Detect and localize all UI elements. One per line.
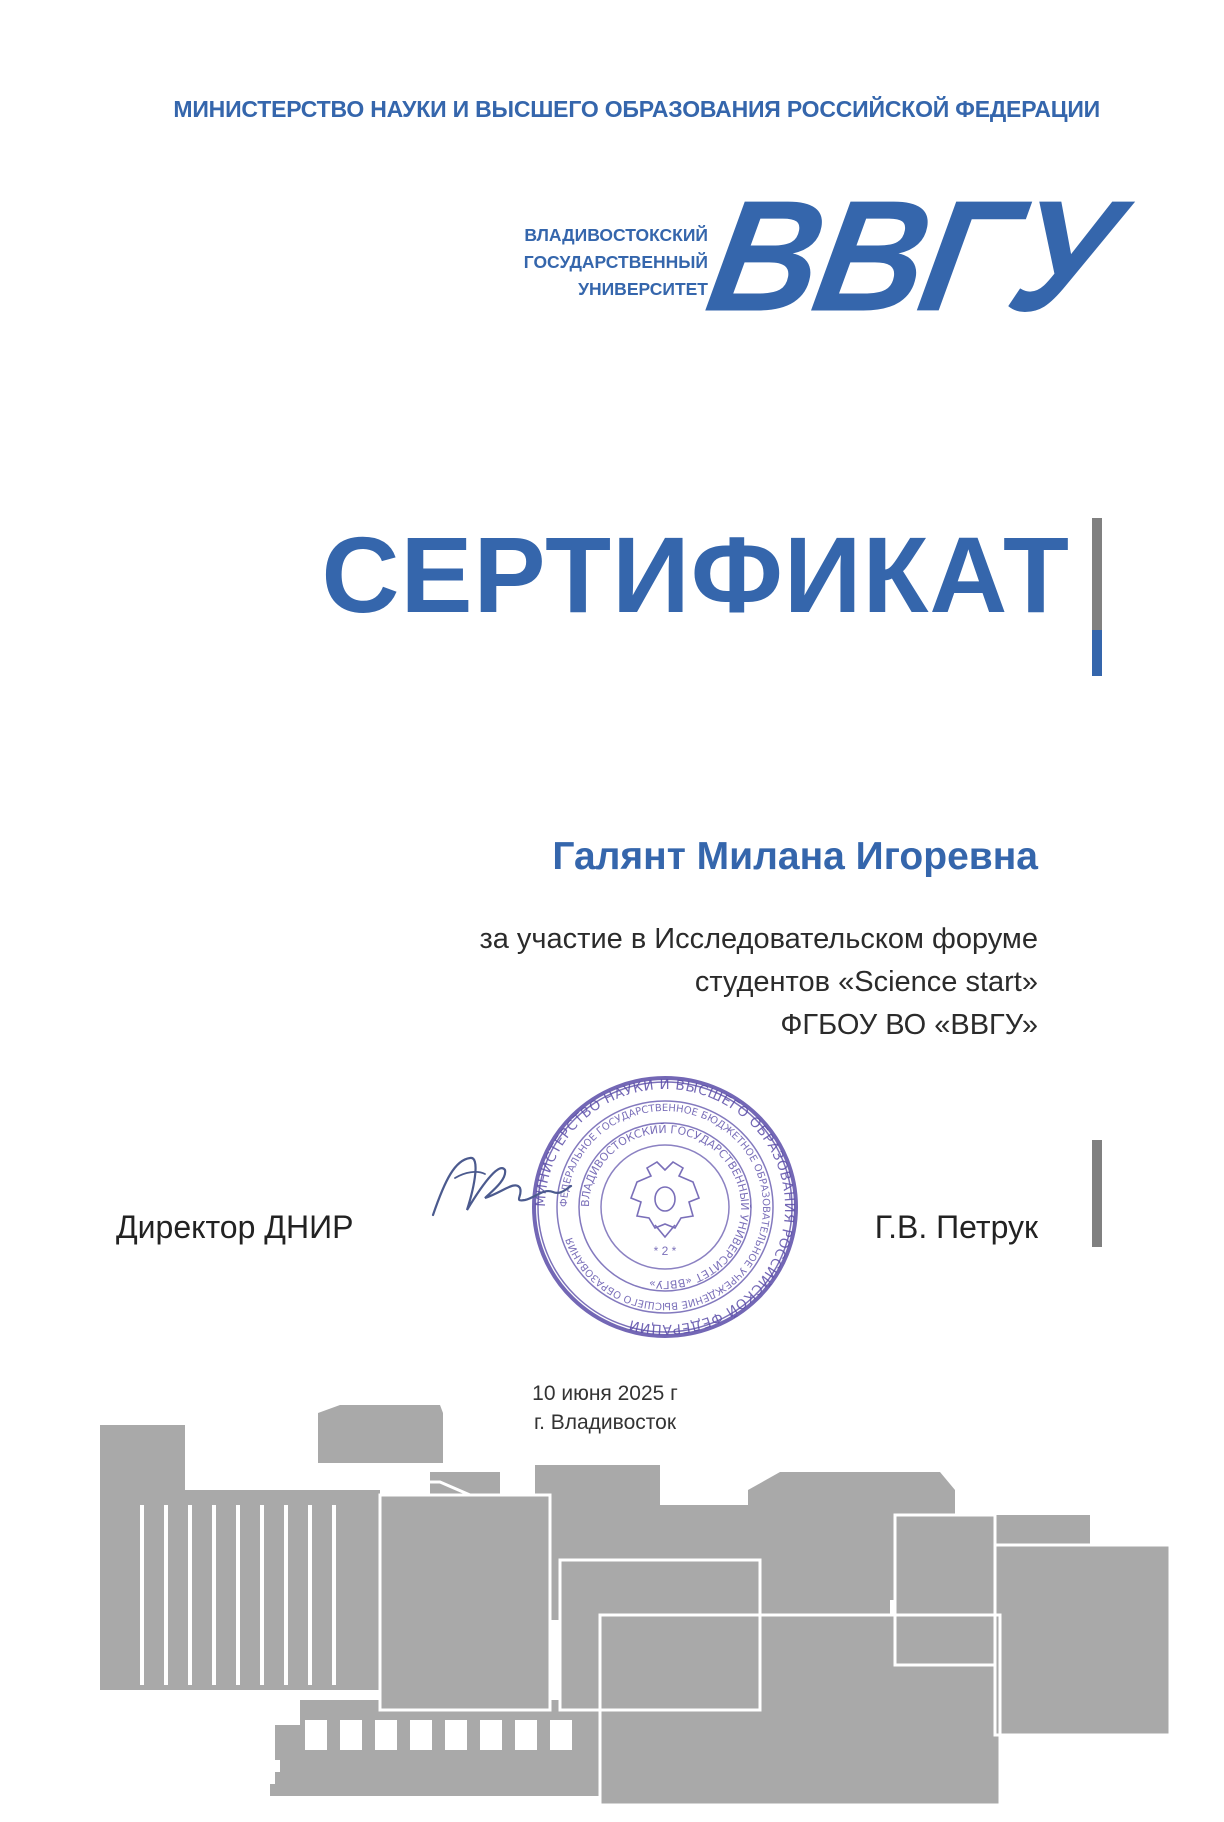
campus-buildings-illustration	[0, 1400, 1224, 1822]
certificate-title: СЕРТИФИКАТ	[321, 514, 1070, 635]
certificate-description	[350, 918, 1038, 1047]
university-name	[470, 222, 708, 303]
ministry-header: МИНИСТЕРСТВО НАУКИ И ВЫСШЕГО ОБРАЗОВАНИЯ РОССИЙСКОЙ ФЕДЕРАЦИИ	[173, 96, 1100, 122]
description-line-3: ФГБОУ ВО «ВВГУ»	[780, 1009, 1038, 1041]
university-name-line-2: ГОСУДАРСТВЕННЫЙ	[523, 252, 708, 272]
handwritten-signature	[425, 1140, 575, 1235]
issue-city: г. Владивосток	[533, 1411, 677, 1434]
issue-date: 10 июня 2025 г	[532, 1382, 678, 1405]
stamp-inner-text: ФЕДЕРАЛЬНОЕ ГОСУДАРСТВЕННОЕ БЮДЖЕТНОЕ ОБРАЗОВАТЕЛЬНОЕ УЧРЕЖДЕНИЕ ВЫСШЕГО ОБРАЗОВАНИЯ	[558, 1102, 772, 1312]
stamp-outer-text: МИНИСТЕРСТВО НАУКИ И ВЫСШЕГО ОБРАЗОВАНИЯ РОССИЙСКОЙ ФЕДЕРАЦИИ	[532, 1076, 798, 1338]
university-name-line-1: ВЛАДИВОСТОКСКИЙ	[524, 225, 708, 245]
svg-text:* 2 *: * 2 *	[653, 1244, 677, 1258]
recipient-name: Галянт Милана Игоревна	[552, 835, 1038, 878]
stamp-ring-text: ВЛАДИВОСТОКСКИЙ ГОСУДАРСТВЕННЫЙ УНИВЕРСИТЕТ «ВВГУ»	[578, 1122, 752, 1292]
eagle-emblem-icon	[631, 1162, 699, 1258]
svg-text:ВЛАДИВОСТОКСКИЙ ГОСУДАРСТВЕННЫ	[579, 1123, 751, 1291]
description-line-1: за участие в Исследовательском форуме	[479, 923, 1038, 955]
issue-date-place	[450, 1379, 760, 1437]
university-name-line-3: УНИВЕРСИТЕТ	[578, 279, 708, 299]
decorative-bar-gray	[1092, 518, 1102, 630]
description-line-2: студентов «Science start»	[694, 966, 1038, 998]
signatory-name: Г.В. Петрук	[874, 1209, 1038, 1245]
university-logo: ВВГУ	[696, 167, 1128, 345]
decorative-bar-signature	[1092, 1140, 1102, 1247]
decorative-bar-blue	[1092, 630, 1102, 676]
signatory-role: Директор ДНИР	[116, 1209, 354, 1245]
